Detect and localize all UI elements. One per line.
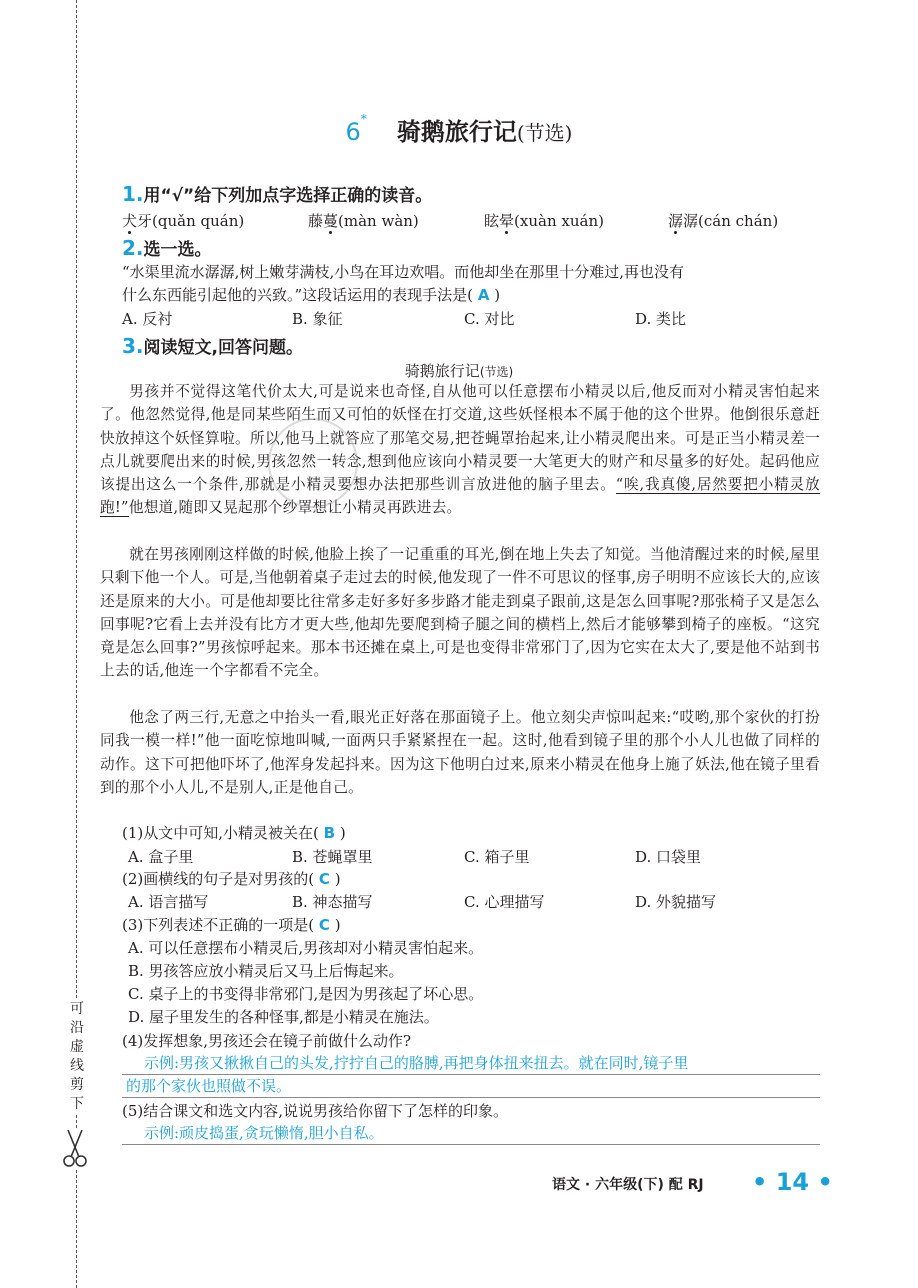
passage-paragraph-1: 男孩并不觉得这笔代价太大,可是说来也奇怪,自从他可以任意摆布小精灵以后,他反而对小精灵害怕起来了。他忽然觉得,他是同某些陌生而又可怕的妖怪在打交道,这些妖怪根本不属于他的这个世界。他倒很乐意赶快放掉这个妖怪算啦。所以,他马上就答应了那笔交易,把苍蝇罩抬起来,让小精灵爬出来。可是正当小精灵差一点儿就要爬出来的时候,男孩忽然一转念,想到他应该向小精灵要一大笔更大的财产和尽量多的好处。起码他应该提出这么一个条件,那就是小精灵要想办法把那些训言放进他的脑子里去。“唉,我真傻,居然要把小精灵放跑!”他想道,随即又晃起那个纱罩想让小精灵再跌进去。 bbox=[100, 383, 820, 517]
q2-answer: A bbox=[477, 286, 490, 304]
pinyin-item-2: 藤蔓(màn wàn) bbox=[308, 212, 419, 230]
underlined-sentence: “唉,我真傻,居然要把小精灵放跑!” bbox=[100, 476, 820, 517]
q2-stem-line-1: “水渠里流水潺潺,树上嫩芽满枝,小鸟在耳边欢唱。而他却坐在那里十分难过,再也没有 bbox=[122, 263, 684, 281]
sub3-option-c: C. 桌子上的书变得非常邪门,是因为男孩起了坏心思。 bbox=[128, 985, 484, 1003]
sub-question-2: (2)画横线的句子是对男孩的( C ) bbox=[122, 870, 341, 888]
passage-title: 骑鹅旅行记(节选) bbox=[404, 362, 514, 380]
cut-hint-text: 可沿虚线剪下 bbox=[70, 1001, 84, 1112]
scissors-icon bbox=[60, 1128, 90, 1168]
lesson-number: 6 bbox=[345, 118, 361, 146]
passage-paragraph-3: 他念了两三行,无意之中抬头一看,眼光正好落在那面镜子上。他立刻尖声惊叫起来:“哎哟,那个家伙的打扮同我一模一样!”他一面吃惊地叫喊,一面两只手紧紧捏在一起。这时,他看到镜子里的那个小人儿也做了同样的动作。这下可把他吓坏了,他浑身发起抖来。因为这下他明白过来,原来小精灵在他身上施了妖法,他在镜子里看到的那个小人儿,不是别人,正是他自己。 bbox=[100, 709, 820, 796]
passage-paragraph-2: 就在男孩刚刚这样做的时候,他脸上挨了一记重重的耳光,倒在地上失去了知觉。当他清醒过来的时候,屋里只剩下他一个人。可是,当他朝着桌子走过去的时候,他发现了一件不可思议的怪事,房子明明不应该长大的,应该还是原来的大小。可是他却要比往常多走好多好多步路才能走到桌子跟前,这是怎么回事呢?那张椅子又是怎么回事呢?它看上去并没有比方才更大些,他却先要爬到椅子腿之间的横档上,然后才能够攀到椅子的座板。“这究竟是怎么回事?”男孩惊呼起来。那本书还摊在桌上,可是也变得非常邪门了,因为它实在太大了,要是他不站到书上去的话,他连一个字都看不完全。 bbox=[100, 546, 820, 680]
pinyin-item-3: 眩晕(xuàn xuán) bbox=[484, 212, 604, 230]
pinyin-item-4: 潺潺(cán chán) bbox=[668, 212, 779, 230]
lesson-title bbox=[0, 112, 918, 147]
sub-question-3: (3)下列表述不正确的一项是( C ) bbox=[122, 916, 341, 934]
question-3: 3.阅读短文,回答问题。 bbox=[122, 334, 303, 358]
footer-label: 语文 · 六年级(下) 配 RJ bbox=[552, 1177, 704, 1193]
watermark-stamp bbox=[268, 418, 358, 508]
lesson-star: * bbox=[360, 112, 367, 126]
sub-question-4: (4)发挥想象,男孩还会在镜子前做什么动作? bbox=[122, 1032, 412, 1050]
lesson-subtitle: (节选) bbox=[516, 121, 573, 145]
sub4-answer-line-2: 的那个家伙也照做不误。 bbox=[122, 1075, 820, 1098]
question-2: 2.选一选。 bbox=[122, 236, 212, 260]
page-number: • 14 • bbox=[752, 1168, 833, 1196]
question-1: 1.用“√”给下列加点字选择正确的读音。 bbox=[122, 182, 433, 206]
sub5-answer-line: 示例:顽皮捣蛋,贪玩懒惰,胆小自私。 bbox=[122, 1122, 820, 1145]
sub-question-1: (1)从文中可知,小精灵被关在( B ) bbox=[122, 824, 346, 842]
sub3-option-a: A. 可以任意摆布小精灵后,男孩却对小精灵害怕起来。 bbox=[128, 939, 484, 957]
sub4-answer-line-1: 示例:男孩又揪揪自己的头发,拧拧自己的胳膊,再把身体扭来扭去。就在同时,镜子里 bbox=[122, 1052, 820, 1075]
lesson-name: 骑鹅旅行记 bbox=[396, 118, 517, 146]
q2-stem-line-2: 什么东西能引起他的兴致。”这段话运用的表现手法是( A ) bbox=[122, 286, 501, 304]
sub-question-5: (5)结合课文和选文内容,说说男孩给你留下了怎样的印象。 bbox=[122, 1102, 509, 1120]
sub3-option-d: D. 屋子里发生的各种怪事,都是小精灵在施法。 bbox=[128, 1008, 439, 1026]
pinyin-item-1: 犬牙(quǎn quán) bbox=[122, 212, 245, 230]
sub3-option-b: B. 男孩答应放小精灵后又马上后悔起来。 bbox=[128, 962, 404, 980]
